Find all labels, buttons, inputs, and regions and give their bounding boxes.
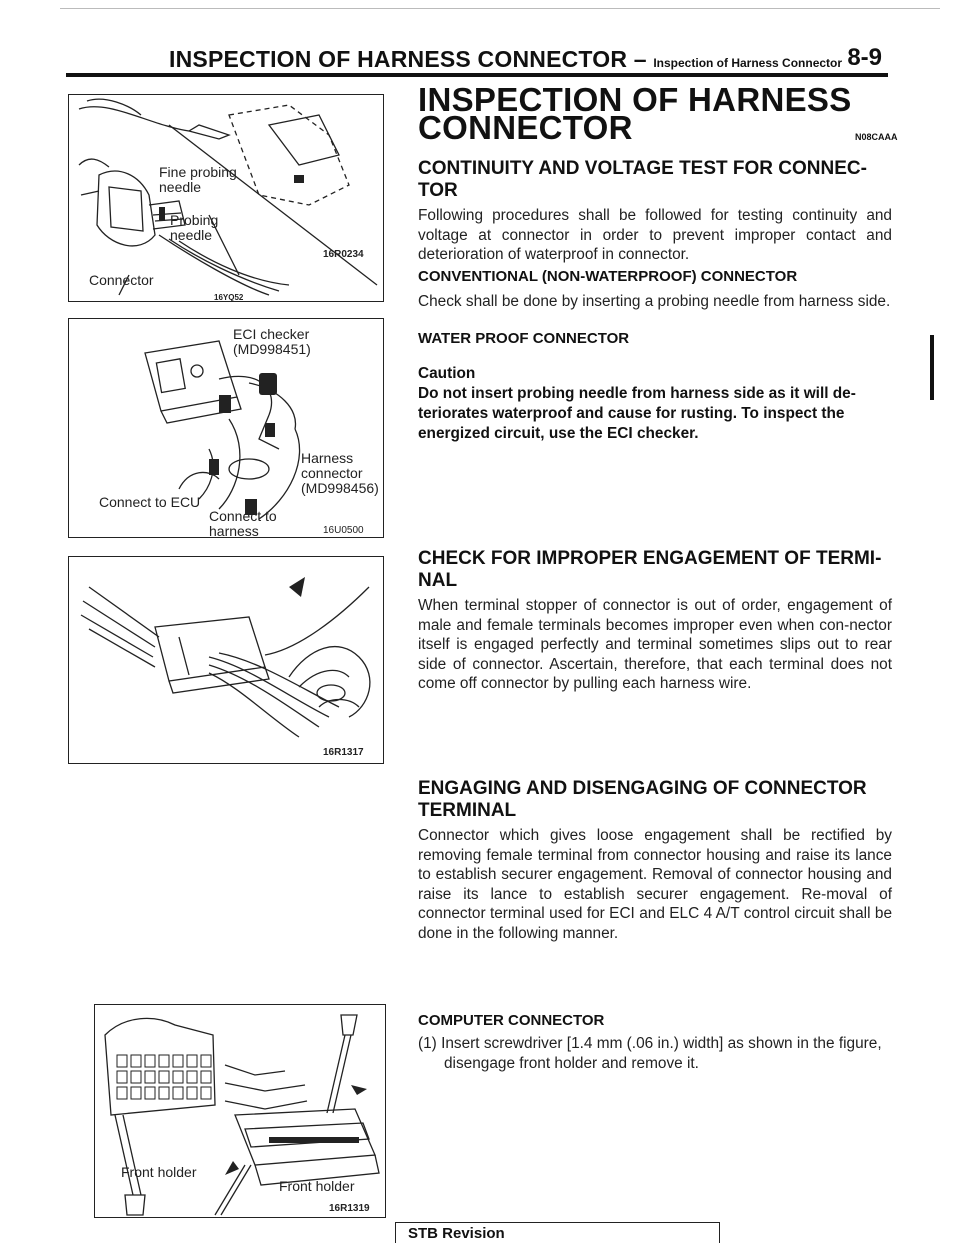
paragraph-continuity-procedure: Following procedures shall be followed for testing continuity and voltage at connector in order to prevent improper contact and deterioration of waterproof in connector. <box>418 207 892 263</box>
paragraph-engaging-disengaging: Connector which gives loose engagement shall be rectified by removing female terminal from connector housing and raise its lance to establish securer engagement. Removal of connector housing and raise its lance to establish securer engagement. Re-moval of connector terminal used for ECI and ELC 4 A/T control circuit shall be done in the following manner. <box>418 827 892 942</box>
stb-revision-label: STB Revision <box>408 1225 505 1242</box>
heading-waterproof-connector: WATER PROOF CONNECTOR <box>418 330 630 347</box>
probing-needle-illustration <box>69 95 384 302</box>
heading-conventional-connector: CONVENTIONAL (NON-WATERPROOF) CONNECTOR <box>418 268 798 285</box>
arrow-icon <box>225 1161 239 1175</box>
pulling-harness-illustration <box>69 557 384 764</box>
caution-label: Caution <box>418 365 476 382</box>
step-1: (1) Insert screwdriver [1.4 mm (.06 in.) width] as shown in the figure, disengage front holder and remove it. <box>418 1035 882 1072</box>
paragraph-conventional-connector: Check shall be done by inserting a probing needle from harness side. <box>418 293 891 310</box>
label-front-holder-right: Front holder <box>279 1178 355 1194</box>
figure-eci-checker <box>68 318 384 538</box>
main-title: INSPECTION OF HARNESS CONNECTOR <box>418 81 852 146</box>
arrow-icon <box>351 1085 367 1095</box>
revision-bar <box>930 335 934 400</box>
header-rule <box>66 73 888 77</box>
stb-revision-box <box>395 1222 720 1243</box>
label-connector: Connector <box>89 272 154 288</box>
page-header <box>66 40 888 84</box>
heading-continuity-voltage: CONTINUITY AND VOLTAGE TEST FOR CONNEC- TOR <box>418 158 867 201</box>
figure-pulling-harness <box>68 556 384 764</box>
top-rule <box>60 8 940 9</box>
figure-code-small: 16YQ52 <box>214 293 244 302</box>
label-probing-needle: Probing needle <box>170 212 219 243</box>
header-subtitle: Inspection of Harness Connector <box>653 56 843 70</box>
caution-text: Do not insert probing needle from harness side as it will de-teriorates waterproof and cause for rusting. To inspect the energized circuit, use the ECI checker. <box>418 385 856 442</box>
figure-probing-needle <box>68 94 384 302</box>
label-connect-to-harness: Connect to harness <box>209 508 277 538</box>
figure-front-holder <box>94 1004 386 1218</box>
label-eci-checker: ECI checker (MD998451) <box>233 326 311 357</box>
main-title-code: N08CAAA <box>855 132 898 142</box>
label-harness-connector: Harness connector (MD998456) <box>301 450 379 496</box>
figure-code: 16R1317 <box>323 747 364 758</box>
label-front-holder-left: Front holder <box>121 1164 197 1180</box>
heading-engaging-disengaging: ENGAGING AND DISENGAGING OF CONNECTOR TERMINAL <box>418 778 867 821</box>
heading-improper-engagement: CHECK FOR IMPROPER ENGAGEMENT OF TERMI- NAL <box>418 548 882 591</box>
figure-code: 16R1319 <box>329 1203 370 1214</box>
figure-code: 16R0234 <box>323 249 364 260</box>
arrow-icon <box>289 577 305 597</box>
heading-computer-connector: COMPUTER CONNECTOR <box>418 1012 605 1029</box>
label-fine-probing-needle: Fine probing needle <box>159 164 237 195</box>
header-title: INSPECTION OF HARNESS CONNECTOR – Inspection of Harness Connector <box>169 46 843 72</box>
label-connect-to-ecu: Connect to ECU <box>99 494 201 510</box>
figure-code: 16U0500 <box>323 525 364 536</box>
page-number: 8-9 <box>847 44 882 71</box>
paragraph-improper-engagement: When terminal stopper of connector is out of order, engagement of male and female terminals becomes improper even when con-nector itself is engaged perfectly and terminal sometimes slips out to rear side of connector. Ascertain, therefore, that each terminal does not come off connector by pulling each harness wire. <box>418 597 892 692</box>
